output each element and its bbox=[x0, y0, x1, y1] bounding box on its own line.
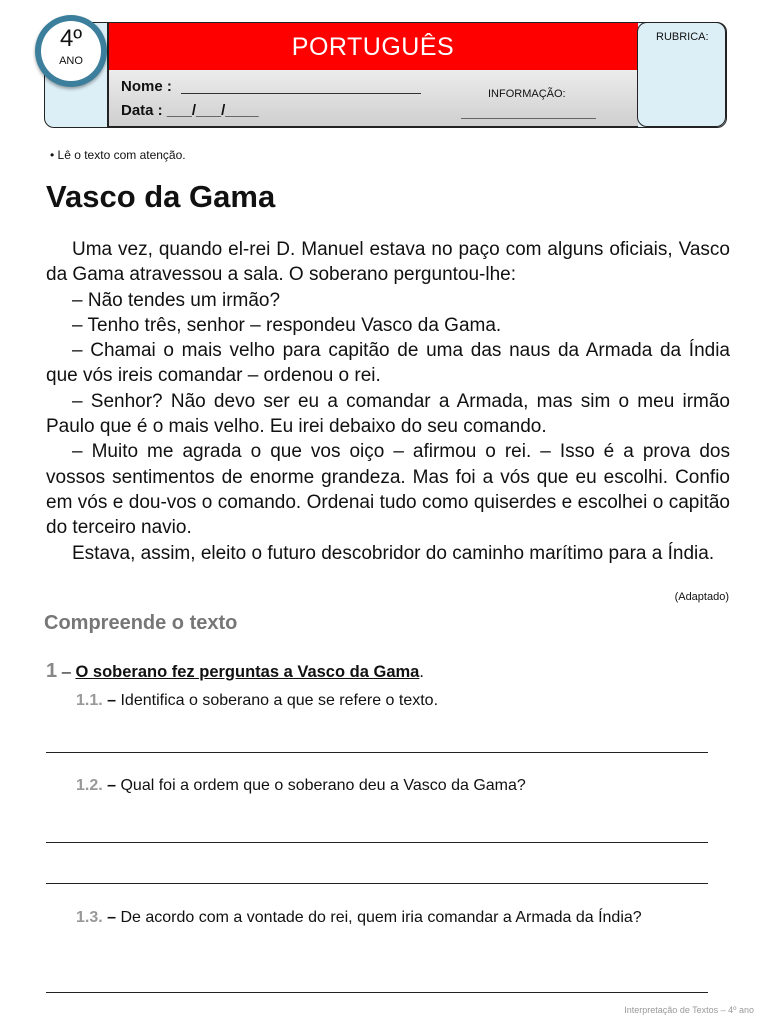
informacao-label: INFORMAÇÃO: bbox=[488, 88, 566, 100]
subquestion-number: 1.3. bbox=[76, 909, 103, 926]
answer-line[interactable] bbox=[46, 883, 708, 884]
subquestion-text: Identifica o soberano a que se refere o texto. bbox=[120, 692, 439, 709]
paragraph: Uma vez, quando el-rei D. Manuel estava no paço com alguns oficiais, Vasco da Gama atravessou a sala. O soberano perguntou-lhe: bbox=[46, 239, 730, 286]
subquestion-1-2 bbox=[76, 777, 716, 795]
text-title: Vasco da Gama bbox=[46, 179, 276, 214]
subquestion-dash: – bbox=[102, 909, 121, 926]
paragraph: – Chamai o mais velho para capitão de uma das naus da Armada da Índia que vós ireis comandar – ordenou o rei. bbox=[46, 340, 730, 387]
paragraph: – Muito me agrada o que vos oiço – afirmou o rei. – Isso é a prova dos vossos sentimentos de enorme grandeza. Mas foi a vós que eu escolhi. Confio em vós e dou-vos o comando. Ordenai tudo como quiserdes e escolhei o capitão do terceiro navio. bbox=[46, 441, 730, 539]
answer-line[interactable] bbox=[46, 842, 708, 843]
answer-line[interactable] bbox=[46, 752, 708, 753]
subject-banner: PORTUGUÊS bbox=[108, 22, 638, 72]
subquestion-dash: – bbox=[102, 777, 121, 794]
question-text: O soberano fez perguntas a Vasco da Gama bbox=[75, 663, 420, 681]
header-divider bbox=[107, 22, 109, 127]
reading-text bbox=[46, 237, 730, 566]
nome-label: Nome : bbox=[121, 78, 172, 95]
page-footer: Interpretação de Textos – 4º ano bbox=[624, 1005, 754, 1015]
answer-line[interactable] bbox=[46, 992, 708, 993]
data-label[interactable]: Data : ___/___/____ bbox=[121, 102, 259, 119]
subquestion-number: 1.1. bbox=[76, 692, 103, 709]
question-dash: – bbox=[57, 663, 76, 681]
grade-badge-inner bbox=[41, 21, 101, 81]
subquestion-text: De acordo com a vontade do rei, quem iria comandar a Armada da Índia? bbox=[120, 909, 642, 926]
subquestion-1-3 bbox=[76, 907, 712, 929]
paragraph: – Senhor? Não devo ser eu a comandar a Armada, mas sim o meu irmão Paulo que é o mais velho. Eu irei debaixo do seu comando. bbox=[46, 390, 730, 438]
paragraph: – Não tendes um irmão? bbox=[72, 289, 281, 311]
question-1 bbox=[46, 660, 424, 683]
subquestion-number: 1.2. bbox=[76, 777, 103, 794]
question-period: . bbox=[419, 663, 424, 681]
reading-instruction: • Lê o texto com atenção. bbox=[50, 148, 186, 162]
grade-label: ANO bbox=[59, 55, 83, 67]
nome-field[interactable] bbox=[181, 93, 421, 94]
subquestion-dash: – bbox=[102, 692, 121, 709]
subquestion-1-1 bbox=[76, 692, 716, 710]
paragraph: Estava, assim, eleito o futuro descobridor do caminho marítimo para a Índia. bbox=[72, 542, 715, 564]
section-title: Compreende o texto bbox=[44, 612, 238, 634]
grade-number: 4º bbox=[59, 25, 83, 52]
question-number: 1 bbox=[46, 660, 58, 682]
paragraph: – Tenho três, senhor – respondeu Vasco da Gama. bbox=[72, 314, 502, 336]
subquestion-text: Qual foi a ordem que o soberano deu a Vasco da Gama? bbox=[120, 777, 526, 794]
informacao-field[interactable] bbox=[461, 118, 596, 119]
source-note: (Adaptado) bbox=[674, 591, 729, 603]
rubrica-label: RUBRICA: bbox=[656, 31, 709, 43]
